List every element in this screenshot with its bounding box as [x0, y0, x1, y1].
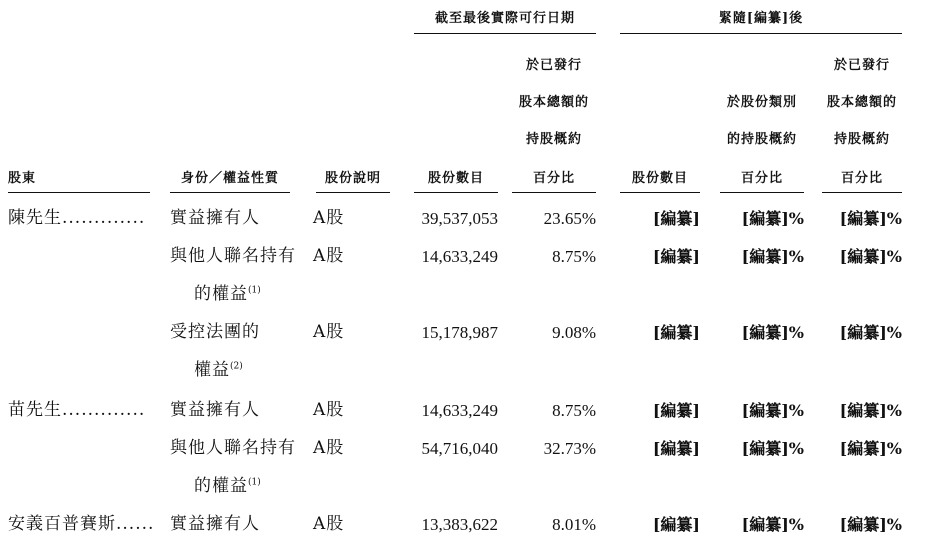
rule-before-pct	[512, 192, 596, 193]
row-1-note-ref: (1)	[248, 285, 261, 296]
row-1-capacity-line2-text: 的權益	[194, 284, 248, 304]
row-5-pct: 8.01%	[552, 515, 596, 534]
header-after-total-line4: 百分比	[840, 171, 883, 186]
header-before-number: 股份數目	[427, 171, 484, 186]
rule-capacity	[170, 192, 290, 193]
row-5-after-total: [編纂]%	[839, 515, 902, 534]
header-after-total-line1: 於已發行	[833, 58, 890, 73]
row-3-after-number: [編纂]	[652, 401, 700, 420]
row-1-pct: 8.75%	[552, 247, 596, 266]
header-shareholder: 股東	[8, 171, 37, 186]
row-3-pct: 8.75%	[552, 401, 596, 420]
row-3-shareholder: 苗先生.............	[8, 400, 146, 420]
row-5-number: 13,383,622	[421, 515, 498, 534]
group-after-rule	[620, 33, 902, 34]
header-after-class-line2: 的持股概約	[726, 132, 797, 147]
row-0-pct: 23.65%	[543, 209, 596, 228]
row-1-number: 14,633,249	[421, 247, 498, 266]
row-2-number: 15,178,987	[421, 323, 498, 342]
row-5-share-desc: A股	[313, 514, 345, 534]
row-2-capacity-line1: 受控法團的	[170, 322, 260, 342]
header-after-class-line1: 於股份類別	[726, 95, 797, 110]
header-before-pct-line4: 百分比	[532, 171, 575, 186]
row-0-after-number: [編纂]	[652, 209, 700, 228]
row-0-shareholder: 陳先生.............	[8, 208, 146, 228]
row-4-number: 54,716,040	[421, 439, 498, 458]
header-group-after: 緊隨[編纂]後	[718, 11, 804, 26]
row-2-note-ref: (2)	[230, 361, 243, 372]
row-3-number: 14,633,249	[421, 401, 498, 420]
header-after-total-line2: 股本總額的	[826, 95, 897, 110]
row-5-after-class: [編纂]%	[741, 515, 804, 534]
row-3-capacity: 實益擁有人	[170, 400, 260, 420]
row-5-capacity: 實益擁有人	[170, 514, 260, 534]
row-2-after-class: [編纂]%	[741, 323, 804, 342]
row-1-capacity-line1: 與他人聯名持有	[170, 246, 296, 266]
row-3-share-desc: A股	[313, 400, 345, 420]
rule-after-total	[822, 192, 902, 193]
row-4-after-number: [編纂]	[652, 439, 700, 458]
row-1-after-number: [編纂]	[652, 247, 700, 266]
header-group-before: 截至最後實際可行日期	[434, 11, 575, 26]
row-2-pct: 9.08%	[552, 323, 596, 342]
row-4-share-desc: A股	[313, 438, 345, 458]
row-5-after-number: [編纂]	[652, 515, 700, 534]
header-before-pct-line3: 持股概約	[525, 132, 582, 147]
group-before-rule	[414, 33, 596, 34]
row-1-after-total: [編纂]%	[839, 247, 902, 266]
row-0-number: 39,537,053	[421, 209, 498, 228]
rule-shareholder	[8, 192, 150, 193]
row-1-share-desc: A股	[313, 246, 345, 266]
rule-before-number	[414, 192, 498, 193]
row-0-after-class: [編纂]%	[741, 209, 804, 228]
header-after-number: 股份數目	[631, 171, 688, 186]
row-2-after-number: [編纂]	[652, 323, 700, 342]
header-after-total-line3: 持股概約	[833, 132, 890, 147]
row-4-capacity-line2-text: 的權益	[194, 476, 248, 496]
row-4-capacity-line2	[194, 478, 261, 495]
row-1-capacity-line2	[194, 286, 261, 303]
header-capacity: 身份／權益性質	[180, 171, 279, 186]
row-4-note-ref: (1)	[248, 477, 261, 488]
row-3-after-total: [編纂]%	[839, 401, 902, 420]
header-share-desc: 股份說明	[324, 171, 381, 186]
row-3-after-class: [編纂]%	[741, 401, 804, 420]
row-2-capacity-line2	[194, 362, 243, 379]
rule-after-class	[720, 192, 804, 193]
row-4-pct: 32.73%	[543, 439, 596, 458]
header-before-pct-line1: 於已發行	[525, 58, 582, 73]
header-after-class-line3: 百分比	[740, 171, 783, 186]
rule-share-desc	[316, 192, 390, 193]
row-4-after-total: [編纂]%	[839, 439, 902, 458]
row-1-after-class: [編纂]%	[741, 247, 804, 266]
row-0-share-desc: A股	[313, 208, 345, 228]
row-4-capacity-line1: 與他人聯名持有	[170, 438, 296, 458]
header-before-pct-line2: 股本總額的	[518, 95, 589, 110]
rule-after-number	[620, 192, 700, 193]
row-2-capacity-line2-text: 權益	[194, 360, 230, 380]
row-2-after-total: [編纂]%	[839, 323, 902, 342]
row-0-after-total: [編纂]%	[839, 209, 902, 228]
row-2-share-desc: A股	[313, 322, 345, 342]
row-5-shareholder: 安義百普賽斯......	[8, 514, 155, 534]
row-0-capacity: 實益擁有人	[170, 208, 260, 228]
row-4-after-class: [編纂]%	[741, 439, 804, 458]
